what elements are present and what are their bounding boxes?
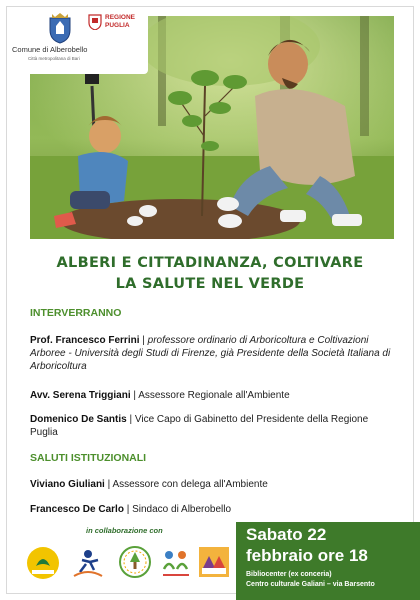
title-line-1: ALBERI E CITTADINANZA, COLTIVARE bbox=[56, 255, 364, 271]
greetings-label: SALUTI ISTITUZIONALI bbox=[30, 452, 147, 464]
speaker-role: professore ordinario di Arboricoltura e Coltivazioni Arboree - Università degli Studi di Firenze, già Presidente della Società Italiana di Arboricoltura bbox=[30, 335, 391, 372]
separator: | bbox=[139, 335, 148, 346]
separator: | bbox=[123, 504, 133, 515]
comune-crest-icon bbox=[46, 12, 74, 44]
regione-crest-icon bbox=[88, 14, 102, 30]
speaker-role: Assessore Regionale all'Ambiente bbox=[138, 390, 290, 401]
round-seal-logo-icon bbox=[118, 545, 152, 579]
header-logos bbox=[8, 8, 148, 74]
speakers-label: INTERVERRANNO bbox=[30, 307, 122, 319]
people-tree-logo-icon bbox=[160, 545, 192, 579]
event-date-banner bbox=[236, 522, 420, 600]
separator: | bbox=[130, 390, 139, 401]
trulli-logo-icon bbox=[198, 546, 230, 578]
greeting-item bbox=[30, 503, 394, 516]
greeting-role: Sindaco di Alberobello bbox=[132, 504, 232, 515]
greeting-role: Assessore con delega all'Ambiente bbox=[112, 479, 268, 490]
event-venue-line-2: Centro culturale Galiani – via Barsento bbox=[246, 581, 375, 588]
speaker-role: Vice Capo di Gabinetto del Presidente della Regione Puglia bbox=[30, 414, 369, 438]
greeting-name: Francesco De Carlo bbox=[30, 504, 124, 515]
speaker-item bbox=[30, 389, 394, 402]
collaboration-label: in collaborazione con bbox=[86, 526, 163, 535]
speaker-item bbox=[30, 334, 394, 373]
speaker-name: Prof. Francesco Ferrini bbox=[30, 335, 140, 346]
speaker-name: Avv. Serena Triggiani bbox=[30, 390, 131, 401]
greeting-name: Viviano Giuliani bbox=[30, 479, 105, 490]
event-title bbox=[20, 253, 400, 295]
greeting-item bbox=[30, 478, 394, 491]
speaker-item bbox=[30, 413, 394, 439]
speaker-name: Domenico De Santis bbox=[30, 414, 127, 425]
event-date-day: Sabato 22 bbox=[246, 525, 327, 544]
event-date-time: febbraio ore 18 bbox=[246, 546, 368, 565]
regione-name: REGIONE PUGLIA bbox=[105, 14, 135, 29]
event-venue-line-1: Bibliocenter (ex conceria) bbox=[246, 571, 332, 578]
title-line-2: LA SALUTE NEL VERDE bbox=[115, 276, 305, 292]
separator: | bbox=[126, 414, 135, 425]
separator: | bbox=[104, 479, 113, 490]
runner-logo-icon bbox=[70, 546, 106, 580]
comune-name: Comune di Alberobello bbox=[12, 45, 88, 54]
comune-subtitle: Città metropolitana di Bari bbox=[28, 56, 80, 61]
legambiente-logo-icon bbox=[26, 546, 60, 580]
